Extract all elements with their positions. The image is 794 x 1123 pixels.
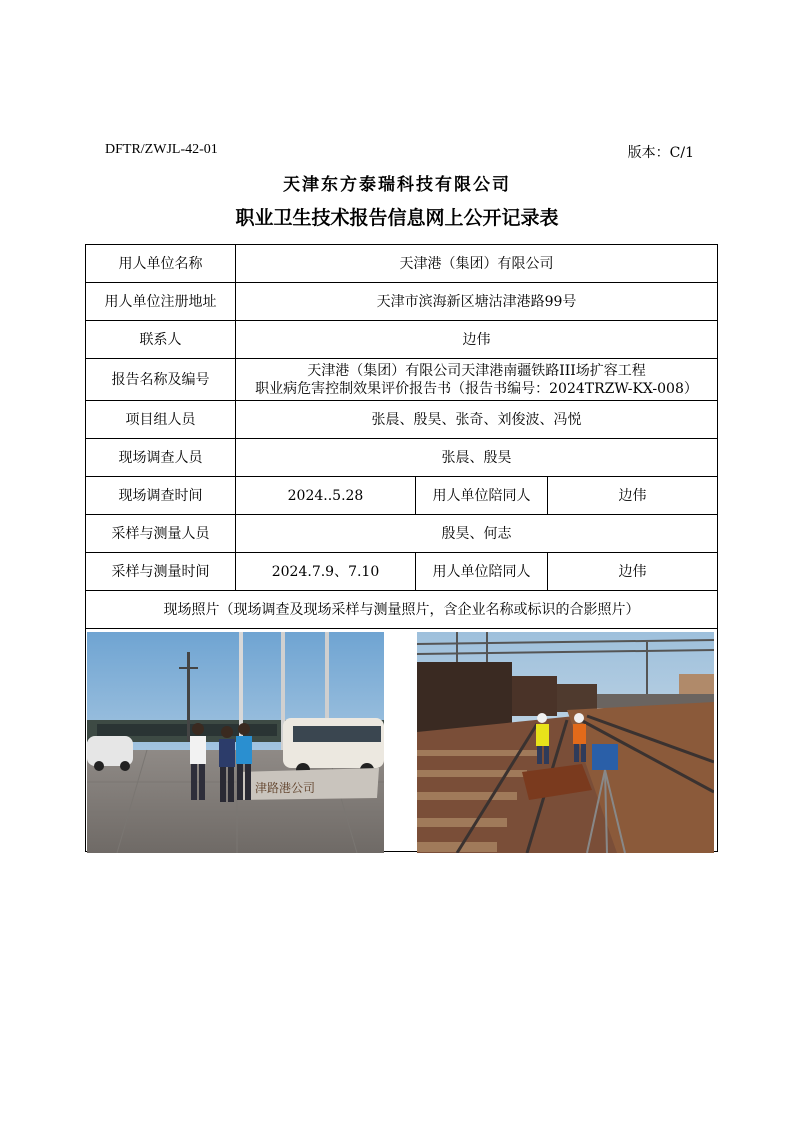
table-row xyxy=(86,553,718,591)
survey-time-value: 2024..5.28 xyxy=(236,477,416,515)
employer-name-value: 天津港（集团）有限公司 xyxy=(236,245,718,283)
document-code: DFTR/ZWJL-42-01 xyxy=(105,142,218,157)
table-row xyxy=(86,321,718,359)
employer-name-label: 用人单位名称 xyxy=(86,245,236,283)
sampling-staff-label: 采样与测量人员 xyxy=(86,515,236,553)
survey-companion-value: 边伟 xyxy=(548,477,718,515)
sampling-companion-value: 边伟 xyxy=(548,553,718,591)
sampling-time-label: 采样与测量时间 xyxy=(86,553,236,591)
company-name: 天津东方泰瑞科技有限公司 xyxy=(283,175,511,195)
table-row xyxy=(86,283,718,321)
sampling-staff-value: 殷昊、何志 xyxy=(236,515,718,553)
table-row xyxy=(86,515,718,553)
contact-value: 边伟 xyxy=(236,321,718,359)
report-name-line2: 职业病危害控制效果评价报告书（报告书编号：2024TRZW-KX-008） xyxy=(255,380,698,397)
sign-text: 津路港公司 xyxy=(255,781,316,795)
railway-photo xyxy=(417,632,714,853)
table-row xyxy=(86,245,718,283)
table-row xyxy=(86,477,718,515)
survey-time-label: 现场调查时间 xyxy=(86,477,236,515)
survey-companion-label: 用人单位陪同人 xyxy=(416,477,548,515)
report-label: 报告名称及编号 xyxy=(86,359,236,401)
employer-address-label: 用人单位注册地址 xyxy=(86,283,236,321)
sampling-time-value: 2024.7.9、7.10 xyxy=(236,553,416,591)
table-row xyxy=(86,401,718,439)
version-label: 版本：C/1 xyxy=(627,145,694,161)
survey-staff-label: 现场调查人员 xyxy=(86,439,236,477)
group-photo xyxy=(87,632,384,853)
employer-address-value: 天津市滨海新区塘沽津港路99号 xyxy=(236,283,718,321)
page-title: 职业卫生技术报告信息网上公开记录表 xyxy=(235,207,559,229)
table-row xyxy=(86,439,718,477)
sampling-companion-label: 用人单位陪同人 xyxy=(416,553,548,591)
report-value xyxy=(236,359,718,401)
survey-staff-value: 张晨、殷昊 xyxy=(236,439,718,477)
table-row xyxy=(86,591,718,629)
table-row xyxy=(86,359,718,401)
report-name-line1: 天津港（集团）有限公司天津港南疆铁路III场扩容工程 xyxy=(307,362,646,379)
photos-caption: 现场照片（现场调查及现场采样与测量照片，含企业名称或标识的合影照片） xyxy=(86,591,718,629)
project-members-label: 项目组人员 xyxy=(86,401,236,439)
project-members-value: 张晨、殷昊、张奇、刘俊波、冯悦 xyxy=(236,401,718,439)
contact-label: 联系人 xyxy=(86,321,236,359)
